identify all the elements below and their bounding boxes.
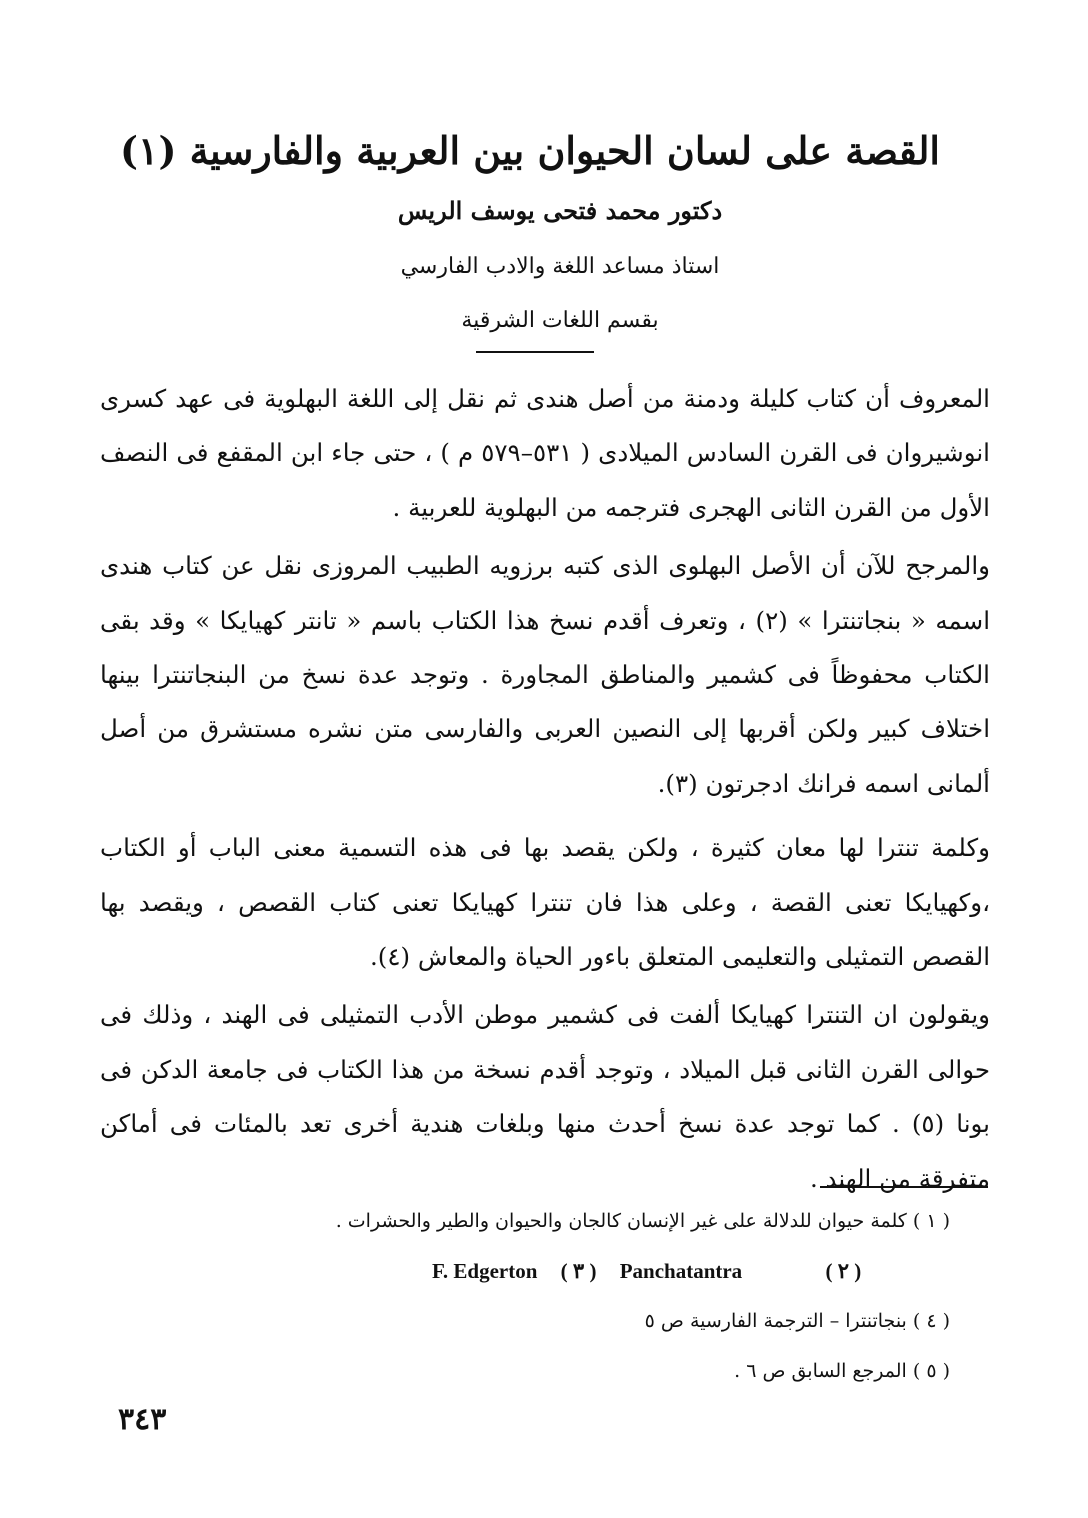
article-title: القصة على لسان الحيوان بين العربية والفارسية (١)	[120, 128, 940, 173]
footnote-1: ( ١ ) كلمة حيوان للدلالة على غير الإنسان كالجان والحيوان والطير والحشرات .	[335, 1210, 950, 1232]
footnote-4: ( ٤ ) بنجاتنترا – الترجمة الفارسية ص ٥	[644, 1310, 950, 1332]
footnote-3-text: F. Edgerton	[432, 1259, 538, 1283]
author-affiliation-line2: بقسم اللغات الشرقية	[461, 308, 659, 333]
article-body	[100, 372, 990, 1206]
paragraph-1: المعروف أن كتاب كليلة ودمنة من أصل هندى ثم نقل إلى اللغة البهلوية فى عهد كسرى انوشيروان فى القرن السادس الميلادى ( ٥٣١–٥٧٩ م ) ، حتى جاء ابن المقفع فى النصف الأول من القرن الثانى الهجرى فترجمه من البهلوية للعربية .	[100, 384, 990, 522]
footnote-5: ( ٥ ) المرجع السابق ص ٦ .	[734, 1360, 950, 1382]
paragraph-2: والمرجح للآن أن الأصل البهلوى الذى كتبه برزويه الطبيب المروزى نقل عن كتاب هندى اسمه « بنجاتنترا » (٢) ، وتعرف أقدم نسخ هذا الكتاب باسم « تانتر كهيايكا » وقد بقى الكتاب محفوظاً فى كشمير والمناطق المجاورة . وتوجد عدة نسخ من البنجاتنترا بينها اختلاف كبير ولكن أقربها إلى النصين العربى والفارسى متن نشره مستشرق من أصل ألمانى اسمه فرانك ادجرتون (٣).	[100, 551, 991, 798]
footnote-2-text: Panchatantra	[619, 1259, 743, 1283]
footnote-2-3	[160, 1246, 950, 1296]
author-affiliation-line1: استاذ مساعد اللغة والادب الفارسي	[400, 254, 720, 279]
page-number: ٣٤٣	[118, 1402, 167, 1437]
author-name: دكتور محمد فتحى يوسف الريس	[397, 196, 723, 225]
footnotes	[160, 1196, 950, 1396]
header-divider	[476, 351, 594, 353]
footnote-3-marker: ( ٣ )	[560, 1259, 597, 1283]
footnote-divider	[820, 1186, 988, 1188]
paragraph-4: ويقولون ان التنترا كهيايكا ألفت فى كشمير موطن الأدب التمثيلى فى الهند ، وذلك فى حوالى القرن الثانى قبل الميلاد ، وتوجد أقدم نسخة من هذا الكتاب فى جامعة الدكن فى بونا (٥) . كما توجد عدة نسخ أحدث منها وبلغات هندية أخرى تعد بالمئات فى أماكن متفرقة من الهند .	[100, 1000, 991, 1193]
paragraph-3: وكلمة تنترا لها معان كثيرة ، ولكن يقصد بها فى هذه التسمية معنى الباب أو الكتاب ،وكهيايكا تعنى القصة ، وعلى هذا فان تنترا كهيايكا تعنى كتاب القصص ، ويقصد بها القصص التمثيلى والتعليمى المتعلق باءور الحياة والمعاش (٤).	[100, 833, 990, 972]
footnote-2-marker: ( ٢ )	[825, 1259, 862, 1283]
